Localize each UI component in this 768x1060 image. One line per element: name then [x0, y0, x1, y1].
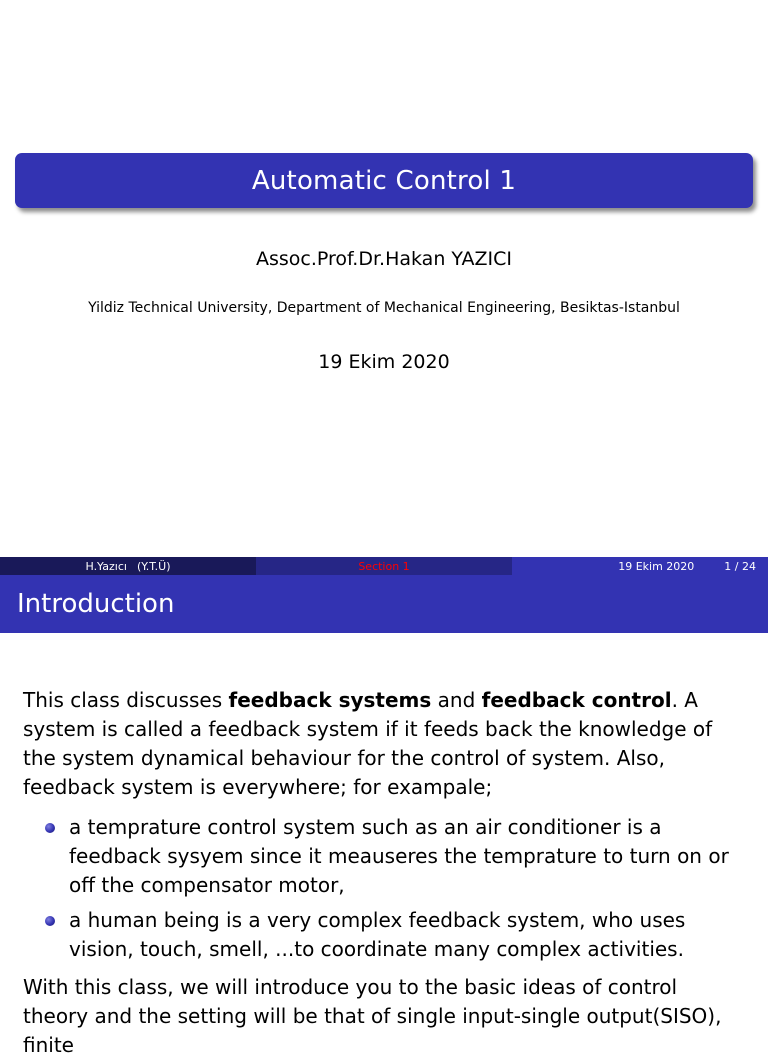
presentation-title: Automatic Control 1 [251, 165, 517, 196]
list-item-text: a temprature control system such as an air conditioner is a feedback sysyem since it meauseres the temprature to turn on or off the compensator motor, [69, 815, 729, 897]
institute-name: Yildiz Technical University, Department of Mechanical Engineering, Besiktas-Istanbul [88, 300, 680, 316]
frame-title: Introduction [17, 589, 175, 619]
list-item [23, 906, 743, 964]
intro-text-2: and [431, 688, 482, 712]
intro-bold-feedback-control: feedback control [481, 688, 672, 712]
footer-page-number: 1 / 24 [724, 559, 756, 573]
intro-bold-feedback-systems: feedback systems [228, 688, 432, 712]
frame-title-bar [0, 575, 768, 633]
closing-paragraph: With this class, we will introduce you to the basic ideas of control theory and the setting will be that of single input-single output(SISO), finite [23, 975, 722, 1057]
slide-footer [0, 557, 768, 575]
example-list [23, 813, 743, 964]
presentation-date: 19 Ekim 2020 [318, 351, 450, 373]
footer-author-name: H.Yazıcı [85, 559, 127, 573]
footer-institute: (Y.T.Ü) [136, 559, 171, 573]
footer-section [256, 557, 512, 575]
footer-date: 19 Ekim 2020 [618, 559, 695, 573]
author-name: Assoc.Prof.Dr.Hakan YAZICI [255, 248, 513, 270]
bullet-icon [45, 823, 55, 833]
intro-text-1: This class discusses [23, 688, 229, 712]
slide-body [23, 686, 743, 1060]
list-item-text: a human being is a very complex feedback system, who uses vision, touch, smell, ...to coordinate many complex activities. [69, 908, 686, 961]
intro-text-3: . A system is called a feedback system if it feeds back the knowledge of the system dynamical behaviour for the control of system. Also, feedback system is everywhere; for exampale; [23, 688, 713, 799]
footer-section-label: Section 1 [358, 559, 410, 573]
footer-date-page [512, 557, 768, 575]
footer-author [0, 557, 256, 575]
bullet-icon [45, 916, 55, 926]
intro-paragraph [23, 686, 743, 802]
title-box [15, 153, 753, 208]
list-item [23, 813, 743, 900]
